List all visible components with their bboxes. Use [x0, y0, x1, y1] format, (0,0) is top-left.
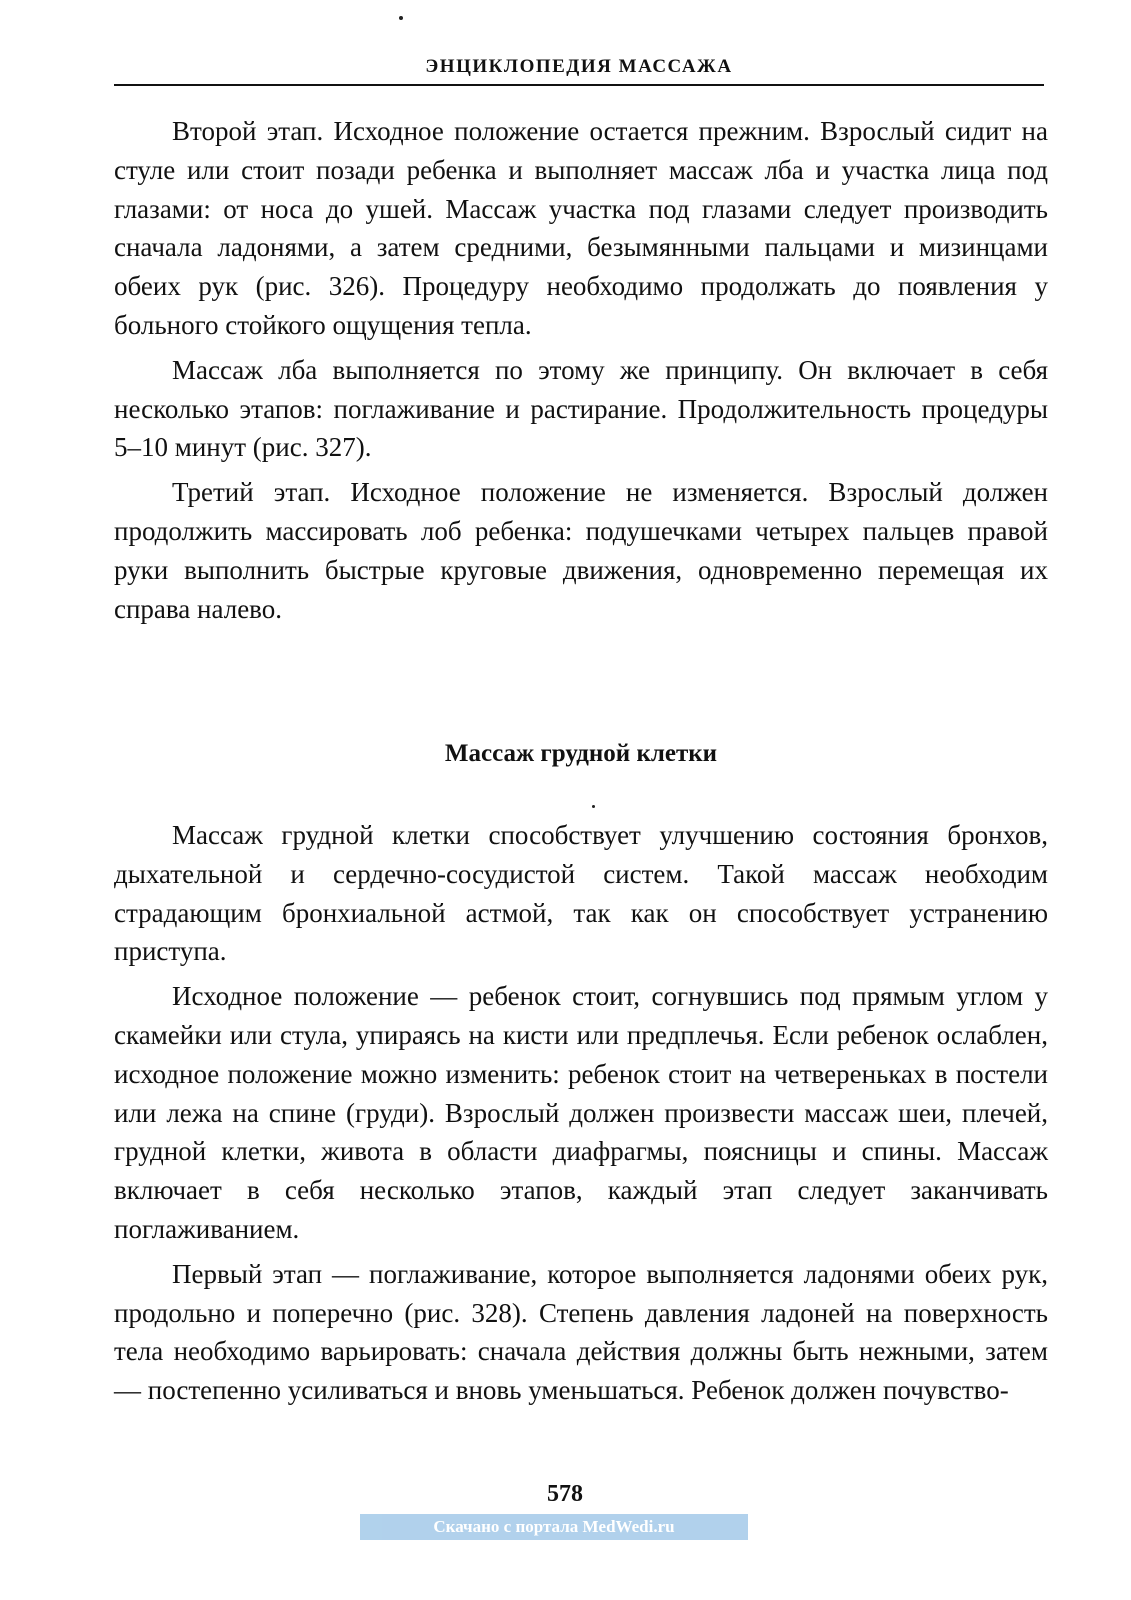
paragraph: Второй этап. Исходное положение остается прежним. Взрослый сидит на стуле или стоит позади ребенка и выполняет массаж лба и участка лица под глазами: от носа до ушей. Массаж участка под глазами следует производить сначала ладонями, а затем средними, безымянными пальцами и мизинцами обеих рук (рис. 326). Процедуру необходимо продолжать до появления у больного стойкого ощущения тепла. — [114, 116, 1048, 340]
page-number: 578 — [547, 1481, 583, 1507]
print-speck — [399, 16, 403, 20]
paragraph: Третий этап. Исходное положение не изменяется. Взрослый должен продолжить массировать лоб ребенка: подушечками четырех пальцев правой руки выполнить быстрые круговые движения, одновременно перемещая их справа налево. — [114, 477, 1048, 624]
paragraph: Исходное положение — ребенок стоит, согнувшись под прямым углом у скамейки или стула, упираясь на кисти или предплечья. Если ребенок ослаблен, исходное положение можно изменить: ребенок стоит на четвереньках в постели или лежа на спине (груди). Взрослый должен произвести массаж шеи, плечей, грудной клетки, живота в области диафрагмы, поясницы и спины. Массаж включает в себя несколько этапов, каждый этап следует заканчивать поглаживанием. — [114, 981, 1048, 1244]
paragraph: Массаж грудной клетки способствует улучшению состояния бронхов, дыхательной и сердечно-сосудистой систем. Такой массаж необходим страдающим бронхиальной астмой, так как он способствует устранению приступа. — [114, 820, 1048, 967]
running-header — [114, 52, 1044, 86]
paragraph: Первый этап — поглаживание, которое выполняется ладонями обеих рук, продольно и поперечно (рис. 328). Степень давления ладоней на поверхность тела необходимо варьировать: сначала действия должны быть нежными, затем — постепенно усиливаться и вновь уменьшаться. Ребенок должен почувство- — [114, 1258, 1048, 1406]
print-speck — [592, 805, 595, 808]
header-title: ЭНЦИКЛОПЕДИЯ МАССАЖА — [425, 56, 733, 77]
watermark-banner: Скачано с портала MedWedi.ru — [360, 1514, 748, 1540]
paragraph: Массаж лба выполняется по этому же принципу. Он включает в себя несколько этапов: поглаживание и растирание. Продолжительность процедуры 5–10 минут (рис. 327). — [114, 354, 1048, 463]
section-2-text — [114, 816, 1048, 1416]
section-1-text — [114, 112, 1048, 634]
section-heading: Массаж грудной клетки — [444, 740, 718, 767]
